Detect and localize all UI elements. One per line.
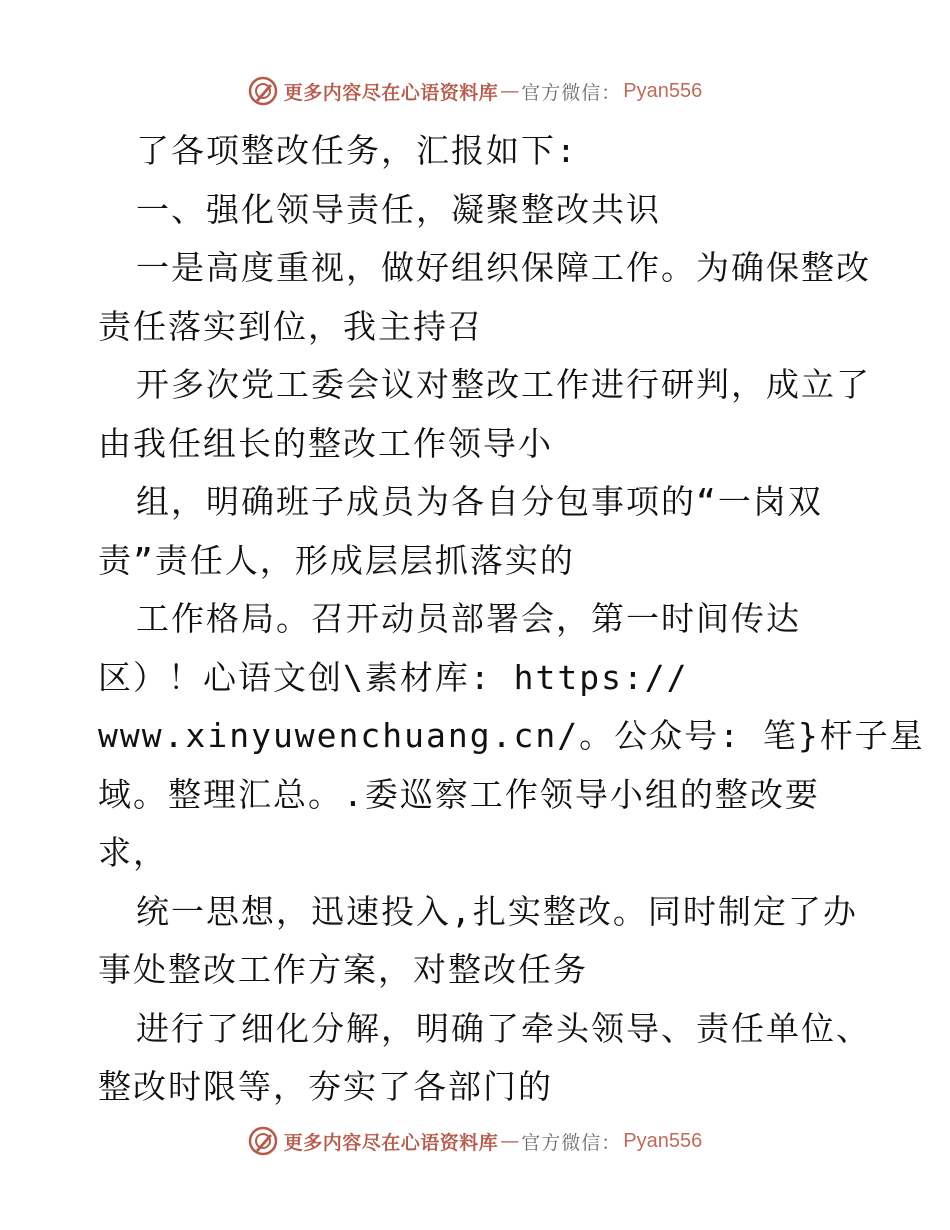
banner-text: 更多内容尽在心语资料库 — [283, 1131, 499, 1154]
body-line-13: 求， — [98, 833, 168, 872]
body-line-12: 域。整理汇总。.委巡察工作领导小组的整改要 — [98, 774, 820, 814]
body-line-7: 组，明确班子成员为各自分包事项的“一岗双 — [136, 482, 823, 521]
brand-logo-icon — [248, 1126, 278, 1156]
banner-official-label: 官方微信： — [521, 1131, 622, 1154]
banner-wechat-id: Pyan556 — [623, 79, 703, 102]
banner-text: 更多内容尽在心语资料库 — [283, 81, 499, 104]
banner-dash: — — [500, 1130, 520, 1152]
body-line-11: www.xinyuwenchuang.cn/。公众号: 笔}杆子星 — [98, 716, 925, 755]
document-body — [98, 122, 925, 1117]
body-line-4: 责任落实到位，我主持召 — [98, 306, 483, 346]
body-line-1: 了各项整改任务，汇报如下: — [136, 131, 578, 170]
body-line-8: 责”责任人，形成层层抓落实的 — [98, 540, 575, 580]
banner-dash: — — [500, 80, 520, 102]
body-line-3: 一是高度重视，做好组织保障工作。为确保整改 — [136, 248, 871, 287]
section-heading: 一、强化领导责任，凝聚整改共识 — [136, 189, 661, 229]
body-line-15: 事处整改工作方案，对整改任务 — [98, 950, 588, 989]
body-line-6: 由我任组长的整改工作领导小 — [98, 423, 553, 463]
header-banner — [0, 71, 950, 111]
body-line-9: 工作格局。召开动员部署会，第一时间传达 — [136, 599, 801, 638]
banner-wechat-id: Pyan556 — [623, 1129, 703, 1152]
body-line-5: 开多次党工委会议对整改工作进行研判，成立了 — [136, 365, 871, 404]
body-line-14: 统一思想，迅速投入,扎实整改。同时制定了办 — [136, 891, 858, 931]
body-line-16: 进行了细化分解，明确了牵头领导、责任单位、 — [136, 1008, 871, 1048]
body-line-17: 整改时限等，夯实了各部门的 — [98, 1067, 553, 1106]
body-line-10: 区）！心语文创\素材库: https:// — [98, 657, 689, 697]
banner-official-label: 官方微信： — [521, 81, 622, 104]
brand-logo-icon — [248, 76, 278, 106]
footer-banner — [0, 1121, 950, 1161]
